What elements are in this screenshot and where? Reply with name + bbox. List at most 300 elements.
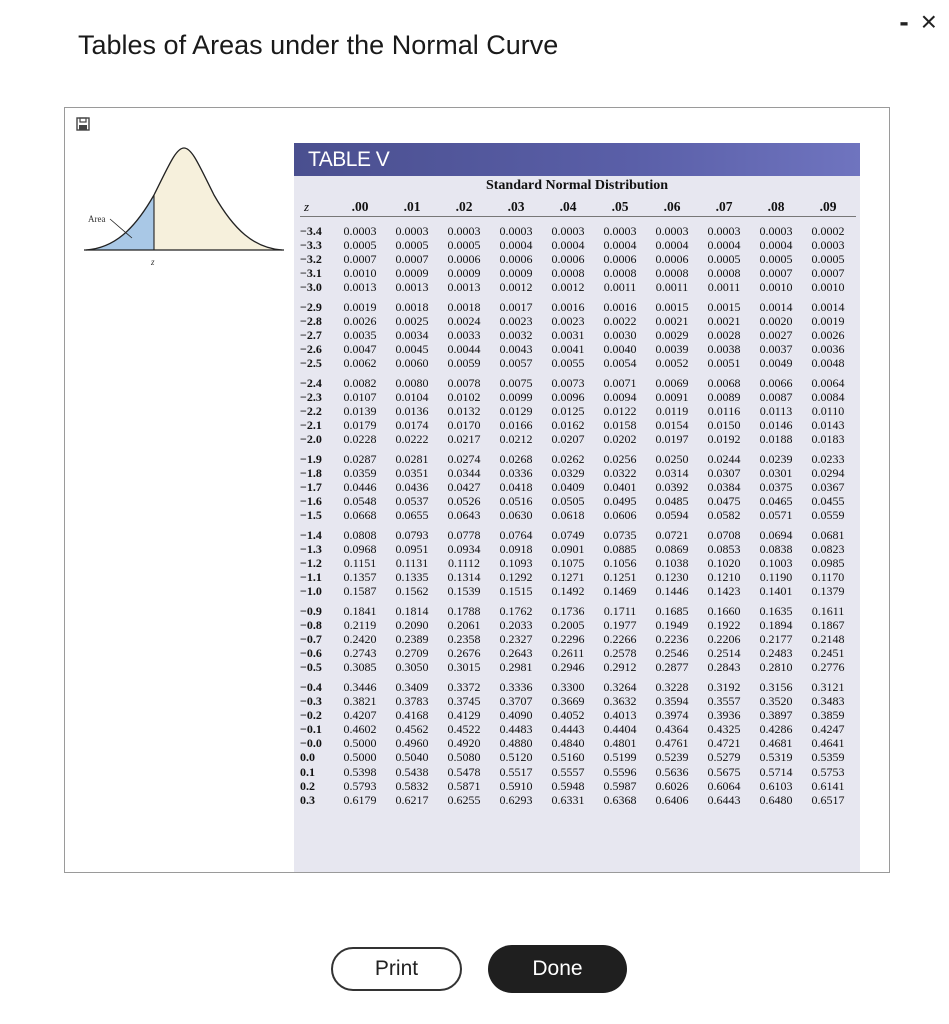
table-row	[294, 224, 860, 238]
table-row	[294, 356, 860, 370]
z-value: −1.4	[300, 528, 322, 542]
z-column-header: z	[304, 199, 310, 214]
table-cell: 0.1446	[655, 584, 689, 599]
table-cell: 0.5160	[551, 750, 585, 765]
table-cell: 0.0059	[447, 356, 481, 371]
z-value: −1.1	[300, 570, 322, 585]
table-cell: 0.0020	[759, 314, 793, 329]
table-cell: 0.0516	[499, 494, 533, 509]
table-cell: 0.0032	[499, 328, 533, 343]
table-cell: 0.0047	[343, 342, 377, 357]
z-value: −2.4	[300, 376, 322, 390]
table-cell: 0.2483	[759, 646, 793, 661]
table-cell: 0.0041	[551, 342, 585, 357]
table-cell: 0.1685	[655, 604, 689, 618]
table-cell: 0.4840	[551, 736, 585, 751]
table-cell: 0.0003	[759, 224, 793, 238]
table-cell: 0.3446	[343, 680, 377, 694]
table-cell: 0.1867	[811, 618, 845, 633]
table-cell: 0.0721	[655, 528, 689, 542]
table-cell: 0.0968	[343, 542, 377, 557]
table-cell: 0.0207	[551, 432, 585, 447]
table-cell: 0.5517	[499, 764, 533, 779]
table-cell: 0.6406	[655, 792, 689, 807]
table-cell: 0.0082	[343, 376, 377, 390]
table-cell: 0.0004	[603, 238, 637, 253]
table-cell: 0.5987	[603, 778, 637, 793]
table-cell: 0.1271	[551, 570, 585, 585]
table-cell: 0.5871	[447, 778, 481, 793]
table-cell: 0.3707	[499, 694, 533, 709]
table-cell: 0.4483	[499, 722, 533, 737]
table-cell: 0.3015	[447, 660, 481, 675]
table-cell: 0.0003	[447, 224, 481, 238]
table-cell: 0.0078	[447, 376, 481, 390]
table-cell: 0.0034	[395, 328, 429, 343]
table-cell: 0.0048	[811, 356, 845, 371]
table-cell: 0.0244	[707, 452, 741, 466]
table-cell: 0.0179	[343, 418, 377, 433]
table-cell: 0.0026	[343, 314, 377, 329]
table-cell: 0.0069	[655, 376, 689, 390]
z-value: 0.2	[300, 778, 315, 793]
z-label: z	[151, 257, 155, 267]
column-header: .00	[351, 199, 369, 214]
table-cell: 0.0351	[395, 466, 429, 481]
table-cell: 0.0150	[707, 418, 741, 433]
table-cell: 0.0951	[395, 542, 429, 557]
table-cell: 0.2420	[343, 632, 377, 647]
table-cell: 0.0036	[811, 342, 845, 357]
table-cell: 0.0314	[655, 466, 689, 481]
table-cell: 0.0064	[811, 376, 845, 390]
table-row	[294, 750, 860, 764]
table-cell: 0.3594	[655, 694, 689, 709]
table-cell: 0.0104	[395, 390, 429, 405]
table-cell: 0.0068	[707, 376, 741, 390]
table-cell: 0.2119	[343, 618, 377, 633]
table-cell: 0.0526	[447, 494, 481, 509]
column-header: .06	[663, 199, 681, 214]
table-cell: 0.0049	[759, 356, 793, 371]
table-cell: 0.0559	[811, 508, 845, 523]
table-cell: 0.1711	[603, 604, 637, 618]
table-cell: 0.2776	[811, 660, 845, 675]
table-cell: 0.0011	[655, 280, 689, 295]
dialog-title: Tables of Areas under the Normal Curve	[78, 30, 559, 60]
table-cell: 0.0287	[343, 452, 377, 466]
table-cell: 0.0344	[447, 466, 481, 481]
table-cell: 0.0019	[343, 300, 377, 314]
table-cell: 0.2033	[499, 618, 533, 633]
table-row	[294, 584, 860, 598]
table-row	[294, 418, 860, 432]
table-cell: 0.0934	[447, 542, 481, 557]
table-cell: 0.0004	[707, 238, 741, 253]
table-cell: 0.0057	[499, 356, 533, 371]
table-cell: 0.2877	[655, 660, 689, 675]
table-cell: 0.2451	[811, 646, 845, 661]
table-cell: 0.4364	[655, 722, 689, 737]
table-cell: 0.6368	[603, 792, 637, 807]
table-cell: 0.0618	[551, 508, 585, 523]
table-cell: 0.0239	[759, 452, 793, 466]
close-button[interactable]: ×	[920, 6, 937, 37]
table-cell: 0.0901	[551, 542, 585, 557]
table-cell: 0.4602	[343, 722, 377, 737]
table-row	[294, 570, 860, 584]
table-cell: 0.0375	[759, 480, 793, 495]
table-cell: 0.0009	[499, 266, 533, 281]
table-row	[294, 328, 860, 342]
table-cell: 0.1788	[447, 604, 481, 618]
table-cell: 0.0005	[447, 238, 481, 253]
table-cell: 0.0233	[811, 452, 845, 466]
table-cell: 0.0110	[811, 404, 845, 419]
table-row	[294, 342, 860, 356]
z-value: −1.8	[300, 466, 322, 481]
table-cell: 0.4325	[707, 722, 741, 737]
table-cell: 0.1922	[707, 618, 741, 633]
table-cell: 0.0003	[551, 224, 585, 238]
row-group	[294, 528, 860, 599]
table-cell: 0.0004	[759, 238, 793, 253]
table-cell: 0.3264	[603, 680, 637, 694]
table-cell: 0.0006	[499, 252, 533, 267]
z-value: −0.4	[300, 680, 322, 694]
table-cell: 0.4286	[759, 722, 793, 737]
table-cell: 0.0017	[499, 300, 533, 314]
z-value: −1.6	[300, 494, 322, 509]
header-divider	[300, 216, 856, 217]
table-cell: 0.5319	[759, 750, 793, 765]
table-cell: 0.1736	[551, 604, 585, 618]
table-cell: 0.0668	[343, 508, 377, 523]
z-value: −1.3	[300, 542, 322, 557]
row-group	[294, 376, 860, 447]
table-cell: 0.2206	[707, 632, 741, 647]
table-cell: 0.0808	[343, 528, 377, 542]
z-value: −2.2	[300, 404, 322, 419]
table-cell: 0.0080	[395, 376, 429, 390]
table-cell: 0.6255	[447, 792, 481, 807]
table-cell: 0.0392	[655, 480, 689, 495]
z-value: −0.8	[300, 618, 322, 633]
table-cell: 0.0096	[551, 390, 585, 405]
table-row	[294, 452, 860, 466]
table-cell: 0.0256	[603, 452, 637, 466]
table-cell: 0.1423	[707, 584, 741, 599]
table-cell: 0.6064	[707, 778, 741, 793]
table-cell: 0.0007	[811, 266, 845, 281]
table-cell: 0.0571	[759, 508, 793, 523]
table-cell: 0.5714	[759, 764, 793, 779]
table-cell: 0.1335	[395, 570, 429, 585]
table-cell: 0.1003	[759, 556, 793, 571]
z-value: 0.0	[300, 750, 315, 765]
table-cell: 0.0010	[343, 266, 377, 281]
table-cell: 0.1587	[343, 584, 377, 599]
table-row	[294, 632, 860, 646]
z-value: −0.0	[300, 736, 322, 751]
table-cell: 0.0446	[343, 480, 377, 495]
table-cell: 0.2743	[343, 646, 377, 661]
table-cell: 0.0003	[343, 224, 377, 238]
table-cell: 0.0008	[551, 266, 585, 281]
table-cell: 0.0010	[811, 280, 845, 295]
table-cell: 0.0038	[707, 342, 741, 357]
row-group	[294, 604, 860, 675]
table-row	[294, 280, 860, 294]
table-cell: 0.0107	[343, 390, 377, 405]
table-cell: 0.1635	[759, 604, 793, 618]
window-controls	[899, 8, 937, 36]
done-button[interactable]: Done	[488, 945, 627, 993]
table-cell: 0.1539	[447, 584, 481, 599]
table-cell: 0.0694	[759, 528, 793, 542]
table-cell: 0.0051	[707, 356, 741, 371]
table-cell: 0.2148	[811, 632, 845, 647]
table-cell: 0.0166	[499, 418, 533, 433]
column-header: .09	[819, 199, 837, 214]
z-value: −2.1	[300, 418, 322, 433]
row-group	[294, 224, 860, 295]
table-cell: 0.0125	[551, 404, 585, 419]
table-cell: 0.2327	[499, 632, 533, 647]
table-cell: 0.0011	[603, 280, 637, 295]
table-cell: 0.2643	[499, 646, 533, 661]
table-cell: 0.4562	[395, 722, 429, 737]
table-cell: 0.0052	[655, 356, 689, 371]
table-cell: 0.0793	[395, 528, 429, 542]
table-cell: 0.0011	[707, 280, 741, 295]
table-cell: 0.0010	[759, 280, 793, 295]
table-cell: 0.0222	[395, 432, 429, 447]
table-cell: 0.0094	[603, 390, 637, 405]
table-cell: 0.0022	[603, 314, 637, 329]
table-cell: 0.3897	[759, 708, 793, 723]
table-cell: 0.5596	[603, 764, 637, 779]
table-cell: 0.0455	[811, 494, 845, 509]
table-cell: 0.0188	[759, 432, 793, 447]
table-cell: 0.0023	[551, 314, 585, 329]
table-cell: 0.0037	[759, 342, 793, 357]
table-cell: 0.3632	[603, 694, 637, 709]
table-cell: 0.0485	[655, 494, 689, 509]
table-cell: 0.0027	[759, 328, 793, 343]
table-cell: 0.0307	[707, 466, 741, 481]
z-value: −1.2	[300, 556, 322, 571]
table-cell: 0.0028	[707, 328, 741, 343]
table-cell: 0.0367	[811, 480, 845, 495]
table-cell: 0.4801	[603, 736, 637, 751]
table-cell: 0.0401	[603, 480, 637, 495]
table-cell: 0.0087	[759, 390, 793, 405]
table-cell: 0.0274	[447, 452, 481, 466]
table-cell: 0.0548	[343, 494, 377, 509]
table-cell: 0.0853	[707, 542, 741, 557]
table-cell: 0.4207	[343, 708, 377, 723]
table-cell: 0.3085	[343, 660, 377, 675]
table-cell: 0.1762	[499, 604, 533, 618]
table-cell: 0.5080	[447, 750, 481, 765]
table-cell: 0.0043	[499, 342, 533, 357]
table-cell: 0.0099	[499, 390, 533, 405]
table-cell: 0.3409	[395, 680, 429, 694]
table-cell: 0.0129	[499, 404, 533, 419]
table-row	[294, 466, 860, 480]
z-value: −2.3	[300, 390, 322, 405]
table-row	[294, 660, 860, 674]
table-row	[294, 646, 860, 660]
table-cell: 0.0384	[707, 480, 741, 495]
table-cell: 0.3192	[707, 680, 741, 694]
table-cell: 0.6026	[655, 778, 689, 793]
table-cell: 0.2946	[551, 660, 585, 675]
table-cell: 0.1314	[447, 570, 481, 585]
table-cell: 0.0122	[603, 404, 637, 419]
minimize-button[interactable]: -	[899, 6, 909, 37]
table-cell: 0.3859	[811, 708, 845, 723]
table-cell: 0.6443	[707, 792, 741, 807]
table-cell: 0.0008	[707, 266, 741, 281]
table-cell: 0.0606	[603, 508, 637, 523]
table-cell: 0.1230	[655, 570, 689, 585]
table-cell: 0.3228	[655, 680, 689, 694]
z-value: −0.3	[300, 694, 322, 709]
table-cell: 0.1611	[811, 604, 845, 618]
table-row	[294, 604, 860, 618]
column-header: .03	[507, 199, 525, 214]
table-cell: 0.0030	[603, 328, 637, 343]
table-cell: 0.5793	[343, 778, 377, 793]
table-cell: 0.1251	[603, 570, 637, 585]
table-cell: 0.0025	[395, 314, 429, 329]
table-cell: 0.1170	[811, 570, 845, 585]
table-cell: 0.0409	[551, 480, 585, 495]
table-cell: 0.0013	[447, 280, 481, 295]
table-cell: 0.4013	[603, 708, 637, 723]
table-cell: 0.1056	[603, 556, 637, 571]
z-value: −0.2	[300, 708, 322, 723]
table-cell: 0.0033	[447, 328, 481, 343]
table-cell: 0.2005	[551, 618, 585, 633]
z-value: −1.7	[300, 480, 322, 495]
table-cell: 0.0006	[447, 252, 481, 267]
table-cell: 0.4168	[395, 708, 429, 723]
table-cell: 0.0139	[343, 404, 377, 419]
table-row	[294, 376, 860, 390]
table-cell: 0.0154	[655, 418, 689, 433]
table-cell: 0.1515	[499, 584, 533, 599]
table-cell: 0.0268	[499, 452, 533, 466]
table-cell: 0.0336	[499, 466, 533, 481]
table-cell: 0.0250	[655, 452, 689, 466]
table-cell: 0.3936	[707, 708, 741, 723]
table-cell: 0.0071	[603, 376, 637, 390]
table-cell: 0.0116	[707, 404, 741, 419]
table-cell: 0.0005	[811, 252, 845, 267]
table-rows	[294, 224, 860, 812]
column-header: .01	[403, 199, 421, 214]
row-group	[294, 300, 860, 371]
table-cell: 0.0084	[811, 390, 845, 405]
table-cell: 0.5675	[707, 764, 741, 779]
table-cell: 0.0158	[603, 418, 637, 433]
table-cell: 0.0026	[811, 328, 845, 343]
table-cell: 0.0005	[707, 252, 741, 267]
table-cell: 0.1401	[759, 584, 793, 599]
table-cell: 0.0073	[551, 376, 585, 390]
table-cell: 0.0003	[395, 224, 429, 238]
table-cell: 0.5557	[551, 764, 585, 779]
table-cell: 0.3156	[759, 680, 793, 694]
table-cell: 0.0281	[395, 452, 429, 466]
table-cell: 0.4761	[655, 736, 689, 751]
table-cell: 0.2090	[395, 618, 429, 633]
table-cell: 0.0582	[707, 508, 741, 523]
table-cell: 0.0132	[447, 404, 481, 419]
print-button[interactable]: Print	[331, 947, 462, 991]
table-cell: 0.0015	[655, 300, 689, 314]
column-header: .05	[611, 199, 629, 214]
table-cell: 0.2981	[499, 660, 533, 675]
table-row	[294, 618, 860, 632]
table-cell: 0.0016	[551, 300, 585, 314]
table-cell: 0.4522	[447, 722, 481, 737]
z-value: −3.0	[300, 280, 322, 295]
table-cell: 0.0066	[759, 376, 793, 390]
column-header-row	[294, 197, 860, 217]
table-cell: 0.5832	[395, 778, 429, 793]
table-title: TABLE V	[308, 148, 390, 171]
table-cell: 0.2177	[759, 632, 793, 647]
table-cell: 0.5478	[447, 764, 481, 779]
table-cell: 0.1379	[811, 584, 845, 599]
table-cell: 0.0630	[499, 508, 533, 523]
table-cell: 0.2611	[551, 646, 585, 661]
table-cell: 0.4681	[759, 736, 793, 751]
table-cell: 0.2296	[551, 632, 585, 647]
table-cell: 0.0002	[811, 224, 845, 238]
table-cell: 0.0594	[655, 508, 689, 523]
save-icon[interactable]	[76, 117, 90, 131]
table-cell: 0.0031	[551, 328, 585, 343]
table-cell: 0.0197	[655, 432, 689, 447]
area-label: Area	[88, 214, 106, 224]
z-value: −2.7	[300, 328, 322, 343]
z-value: −2.6	[300, 342, 322, 357]
table-cell: 0.6331	[551, 792, 585, 807]
table-row	[294, 480, 860, 494]
table-cell: 0.2358	[447, 632, 481, 647]
table-cell: 0.3821	[343, 694, 377, 709]
table-cell: 0.0005	[759, 252, 793, 267]
table-cell: 0.0643	[447, 508, 481, 523]
table-row	[294, 680, 860, 694]
row-group	[294, 452, 860, 523]
z-value: −0.5	[300, 660, 322, 675]
table-cell: 0.0024	[447, 314, 481, 329]
table-cell: 0.0018	[447, 300, 481, 314]
table-cell: 0.3745	[447, 694, 481, 709]
table-cell: 0.5636	[655, 764, 689, 779]
table-cell: 0.1562	[395, 584, 429, 599]
table-cell: 0.0174	[395, 418, 429, 433]
table-cell: 0.0823	[811, 542, 845, 557]
table-cell: 0.0655	[395, 508, 429, 523]
table-cell: 0.0681	[811, 528, 845, 542]
